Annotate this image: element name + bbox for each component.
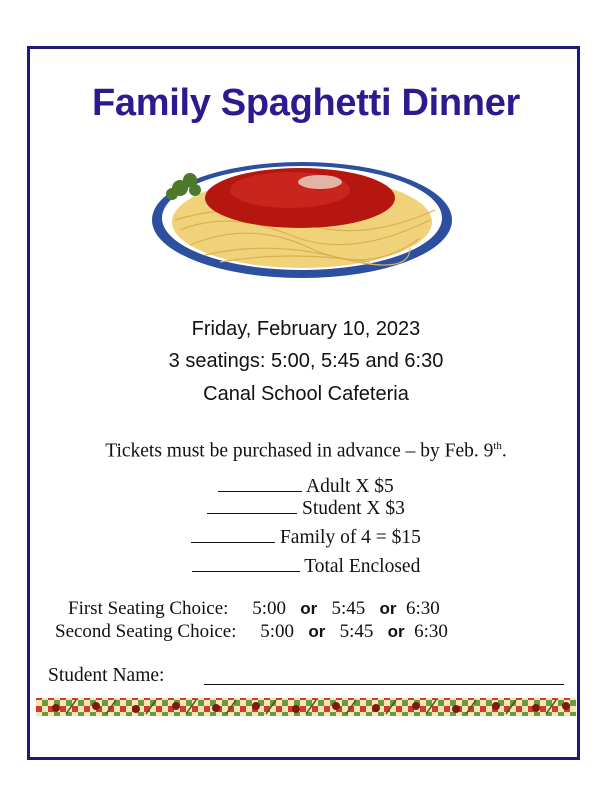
or-word: or xyxy=(379,599,397,618)
second-seating-row xyxy=(55,621,448,643)
or-word: or xyxy=(387,622,405,641)
student-ticket-label: Student X $3 xyxy=(301,498,405,519)
second-seating-time-2[interactable]: 5:45 xyxy=(339,621,374,642)
second-seating-time-3[interactable]: 6:30 xyxy=(414,621,448,642)
second-seating-label: Second Seating Choice: xyxy=(55,621,237,642)
adult-count-blank[interactable] xyxy=(218,475,302,492)
advance-notice xyxy=(0,440,612,463)
event-location: Canal School Cafeteria xyxy=(203,383,409,405)
or-word: or xyxy=(300,599,318,618)
adult-ticket-line xyxy=(0,475,612,498)
family-ticket-label: Family of 4 = $15 xyxy=(279,527,421,548)
student-name-label: Student Name: xyxy=(48,665,165,686)
advance-period: . xyxy=(501,440,507,462)
student-ticket-line xyxy=(0,497,612,520)
spaghetti-plate-image xyxy=(150,150,460,300)
first-seating-row xyxy=(68,598,440,620)
total-enclosed-label: Total Enclosed xyxy=(304,556,421,577)
advance-text: Tickets must be purchased in advance – by Feb. 9 xyxy=(105,440,494,462)
adult-ticket-label: Adult X $5 xyxy=(306,476,394,497)
first-seating-time-3[interactable]: 6:30 xyxy=(406,598,440,619)
student-name-blank[interactable] xyxy=(204,684,564,685)
second-seating-time-1[interactable]: 5:00 xyxy=(260,621,295,642)
advance-superscript: th xyxy=(493,440,502,452)
first-seating-label: First Seating Choice: xyxy=(68,598,229,619)
event-date: Friday, February 10, 2023 xyxy=(191,318,421,340)
or-word: or xyxy=(308,622,326,641)
total-enclosed-line xyxy=(0,555,612,578)
checkered-tablecloth-border xyxy=(36,694,576,720)
family-count-blank[interactable] xyxy=(191,526,275,543)
first-seating-time-2[interactable]: 5:45 xyxy=(331,598,366,619)
total-amount-blank[interactable] xyxy=(192,555,300,572)
flyer-title: Family Spaghetti Dinner xyxy=(91,82,521,124)
family-ticket-line xyxy=(0,526,612,549)
student-count-blank[interactable] xyxy=(207,497,297,514)
event-seatings: 3 seatings: 5:00, 5:45 and 6:30 xyxy=(168,350,444,372)
first-seating-time-1[interactable]: 5:00 xyxy=(252,598,286,619)
